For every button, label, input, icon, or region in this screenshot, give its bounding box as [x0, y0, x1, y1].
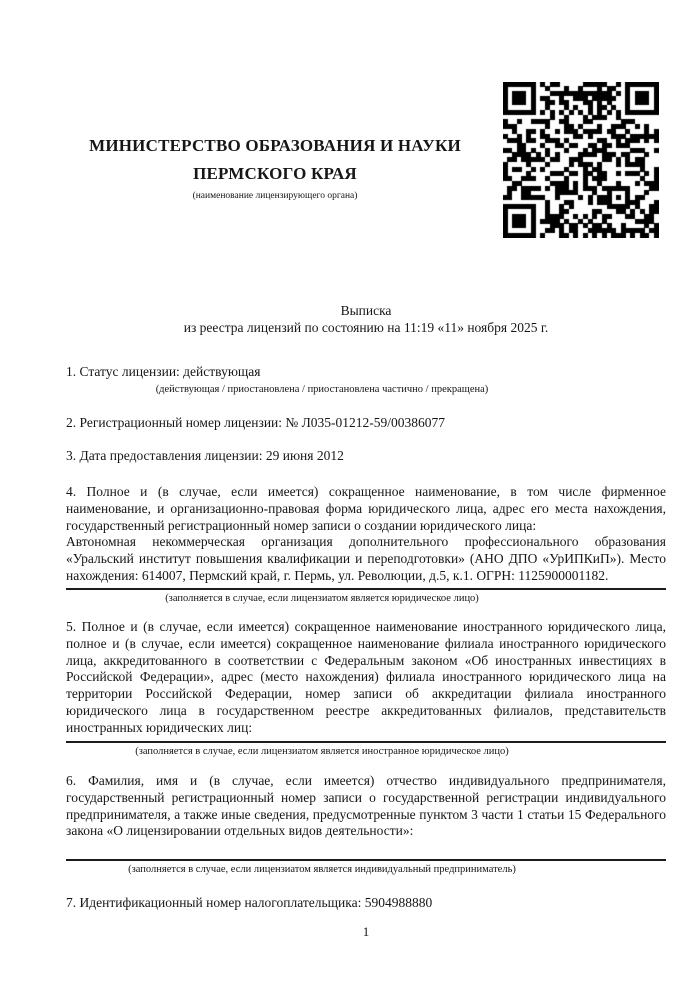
- qr-code-icon: [503, 82, 659, 238]
- license-status-note: (действующая / приостановлена / приостановлена частично / прекращена): [155, 384, 489, 395]
- registration-number-line: 2. Регистрационный номер лицензии: № Л035-01212-59/00386077: [66, 415, 446, 430]
- taxpayer-inn-line: 7. Идентификационный номер налогоплательщика: 5904988880: [66, 895, 433, 910]
- legal-entity-intro: 4. Полное и (в случае, если имеется) сокращенное наименование, в том числе фирменное наименование, и организационно-правовая форма юридического лица, адрес его места нахождения, государственный регистрационный номер записи о создании юридического лица:: [66, 484, 666, 533]
- document-subtitle: из реестра лицензий по состоянию на 11:19 «11» ноября 2025 г.: [183, 319, 549, 335]
- ministry-name-line1: МИНИСТЕРСТВО ОБРАЗОВАНИЯ И НАУКИ: [89, 136, 461, 155]
- legal-entity-section: [66, 484, 666, 585]
- field-separator-line: [66, 741, 666, 743]
- field-separator-line: [66, 588, 666, 590]
- individual-entrepreneur-note: (заполняется в случае, если лицензиатом является индивидуальный предприниматель): [128, 864, 516, 875]
- foreign-entity-section: 5. Полное и (в случае, если имеется) сокращенное наименование иностранного юридического лица, полное и (в случае, если имеется) сокращенное наименование филиала иностранного юридического лица, аккредитованного в соответствии с Федеральным законом «Об иностранных инвестициях в Российской Федерации», адрес (место нахождения) филиала иностранного юридического лица на территории Российской Федерации, номер записи об аккредитации филиала иностранного юридического лица в государственном реестре аккредитованных филиалов, представительств иностранных юридических лиц:: [66, 619, 666, 735]
- document-title: Выписка: [340, 303, 392, 318]
- page-number: 1: [362, 924, 370, 939]
- license-status-line: 1. Статус лицензии: действующая: [66, 364, 261, 379]
- document-title-block: [66, 303, 666, 337]
- foreign-entity-note: (заполняется в случае, если лицензиатом является иностранное юридическое лицо): [135, 746, 509, 757]
- legal-entity-value: Автономная некоммерческая организация дополнительного профессионального образования «Уральский институт повышения квалификации и переподготовки» (АНО ДПО «УрИПКиП»). Место нахождения: 614007, Пермский край, г. Пермь, ул. Революции, д.5, к.1. ОГРН: 1125900001182.: [66, 534, 666, 583]
- grant-date-line: 3. Дата предоставления лицензии: 29 июня 2012: [66, 448, 344, 463]
- ministry-name-line2: ПЕРМСКОГО КРАЯ: [193, 164, 357, 183]
- ministry-caption: (наименование лицензирующего органа): [192, 191, 358, 201]
- legal-entity-note: (заполняется в случае, если лицензиатом является юридическое лицо): [165, 593, 479, 604]
- field-separator-line: [66, 859, 666, 861]
- individual-entrepreneur-section: 6. Фамилия, имя и (в случае, если имеется) отчество индивидуального предпринимателя, государственный регистрационный номер записи о государственной регистрации индивидуального предпринимателя, а также иные сведения, предусмотренные пунктом 3 части 1 статьи 15 Федерального закона «О лицензировании отдельных видов деятельности»:: [66, 773, 666, 839]
- ministry-header: [50, 132, 500, 202]
